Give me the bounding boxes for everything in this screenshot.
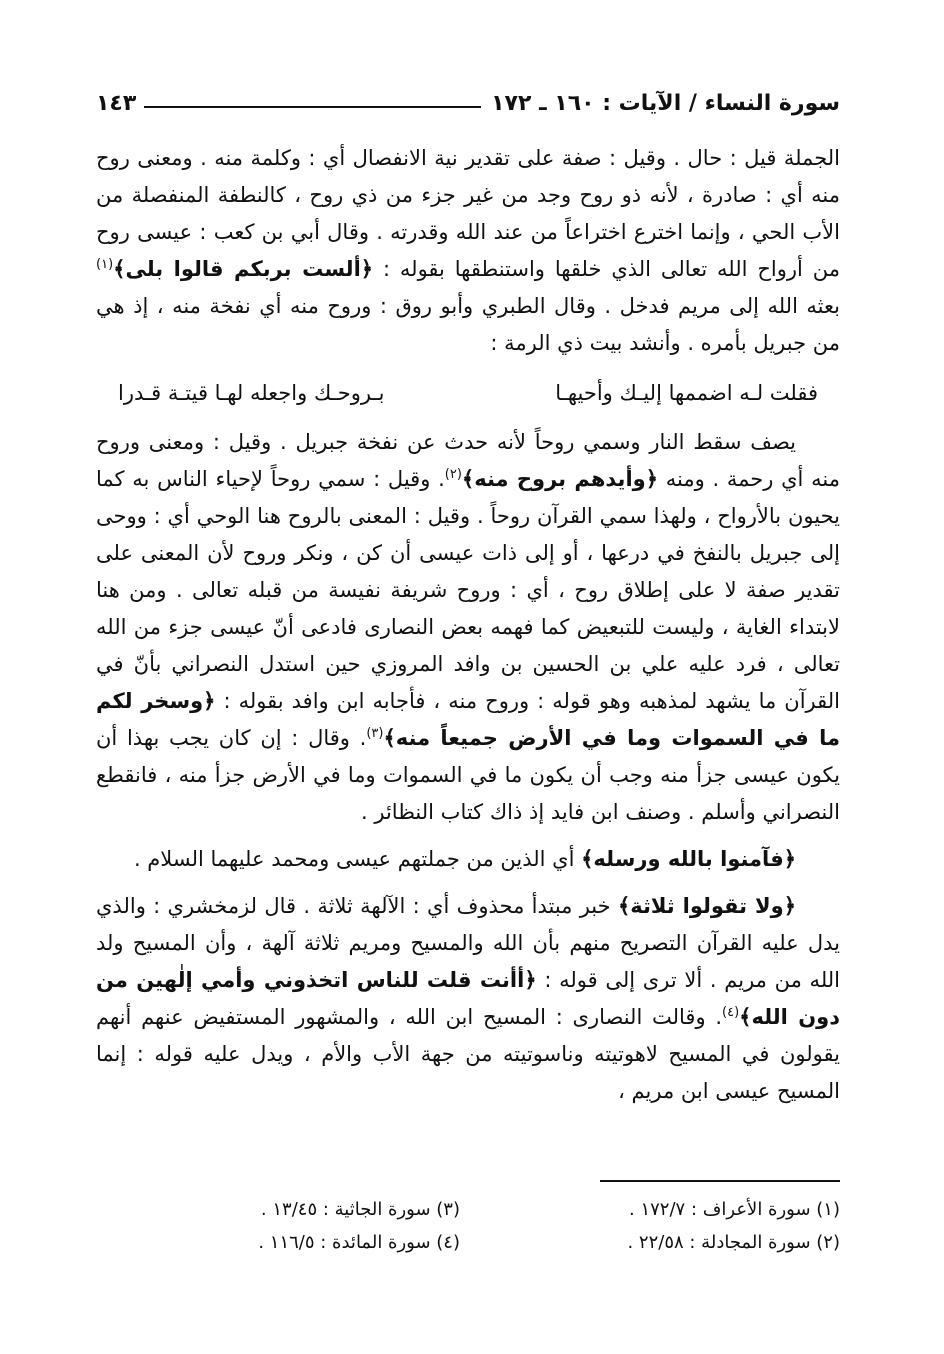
quran-quote: ﴿وأيدهم بروح منه﴾ bbox=[461, 467, 658, 491]
footnote-ref: (٢) bbox=[444, 467, 462, 482]
main-text bbox=[96, 140, 840, 1110]
paragraph-2-text-c: . وقال : إن كان يجب بهذا أن يكون عيسى جزأ منه وجب أن يكون ما في السموات وما في الأرض جزأ منه ، فانقطع النصراني وأسلم . وصنف ابن فايد إذ ذاك كتاب النظائر . bbox=[96, 726, 840, 824]
paragraph-2-text-b: . وقيل : سمي روحاً لإحياء الناس به كما يحيون بالأرواح ، ولهذا سمي القرآن روحاً . وقيل : المعنى بالروح هنا الوحي أي : ووحى إلى جبريل بالنفخ في درعها ، أو إلى ذات عيسى أن كن ، ونكر وروح لأن المعنى على تقدير صفة لا على إطلاق روح ، أي : وروح شريفة نفيسة من قبله تعالى . ومن هنا لابتداء الغاية ، وليست للتبعيض كما فهمه بعض النصارى فادعى أنّ عيسى جزء من الله تعالى ، فرد عليه علي بن الحسين بن وافد المروزي حين استدل النصراني بأنّ في القرآن ما يشهد لمذهبه وهو قوله : وروح منه ، فأجابه ابن وافد بقوله : bbox=[96, 467, 840, 713]
paragraph-1 bbox=[96, 140, 840, 362]
quran-quote: ﴿وسخر لكم ما في السموات وما في الأرض جميعاً منه﴾ bbox=[96, 689, 841, 750]
footnote-4: (٤) سورة المائدة : ١١٦/٥ . bbox=[258, 1232, 460, 1253]
paragraph-2-text-a: يصف سقط النار وسمي روحاً لأنه حدث عن نفخة جبريل . وقيل : ومعنى وروح منه أي رحمة . ومنه bbox=[96, 430, 840, 491]
footnote-ref: (١) bbox=[96, 257, 114, 272]
paragraph-1-text: الجملة قيل : حال . وقيل : صفة على تقدير نية الانفصال أي : وكلمة منه . ومعنى روح منه أي : صادرة ، لأنه ذو روح وجد من غير جزء من ذي روح ، كالنطفة المنفصلة من الأب الحي ، وإنما اخترع اختراعاً من عند الله وقدرته . وقال أبي بن كعب : عيسى روح من أرواح الله تعالى الذي خلقها واستنطقها بقوله : bbox=[96, 146, 840, 281]
footnote-ref: (٣) bbox=[366, 726, 384, 741]
running-header bbox=[96, 76, 840, 116]
footnote-1: (١) سورة الأعراف : ١٧٢/٧ . bbox=[629, 1199, 840, 1220]
surah-title: سورة النساء / الآيات : ١٦٠ ـ ١٧٢ bbox=[491, 91, 840, 116]
header-rule bbox=[144, 106, 481, 108]
paragraph-4-text-b: . وقالت النصارى : المسيح ابن الله ، والمشهور المستفيض عنهم أنهم يقولون في المسيح لاهوتيته وناسوتيته من جهة الأب والأم ، ويدل عليه قوله : إنما المسيح عيسى ابن مريم ، bbox=[96, 1005, 840, 1103]
footnote-2: (٢) سورة المجادلة : ٢٢/٥٨ . bbox=[627, 1232, 840, 1253]
spacer bbox=[96, 831, 840, 841]
paragraph-2 bbox=[96, 424, 840, 831]
paragraph-1-tail: بعثه الله إلى مريم فدخل . وقال الطبري وأبو روق : وروح منه أي نفخة منه ، إذ هي من جبريل بأمره . وأنشد بيت ذي الرمة : bbox=[96, 294, 840, 355]
quran-quote: ﴿ولا تقولوا ثلاثة﴾ bbox=[617, 894, 796, 918]
footnotes bbox=[140, 1193, 840, 1259]
verse-second-hemistich: بـروحـك واجعله لهـا قيتـة قـدرا bbox=[118, 381, 385, 405]
spacer bbox=[96, 878, 840, 888]
poetry-verse bbox=[118, 375, 818, 412]
quran-quote: ﴿ألست بربكم قالوا بلى﴾ bbox=[113, 257, 374, 281]
page-number: ١٤٣ bbox=[96, 91, 137, 116]
quran-quote: ﴿فآمنوا بالله ورسله﴾ bbox=[581, 847, 796, 871]
paragraph-3 bbox=[96, 841, 840, 878]
paragraph-3-text: أي الذين من جملتهم عيسى ومحمد عليهما السلام . bbox=[133, 847, 582, 871]
quran-quote: ﴿أأنت قلت للناس اتخذوني وأمي إلٰهين من دون الله﴾ bbox=[96, 968, 840, 1029]
verse-first-hemistich: فقلت لـه اضممها إليـك وأحيهـا bbox=[555, 381, 818, 405]
footnote-ref: (٤) bbox=[722, 1005, 740, 1020]
paragraph-4-text-a: خبر مبتدأ محذوف أي : الآلهة ثلاثة . قال لزمخشري : والذي يدل عليه القرآن التصريح منهم بأن الله والمسيح ومريم ثلاثة آلهة ، وأن المسيح ولد الله من مريم . ألا ترى إلى قوله : bbox=[96, 894, 840, 992]
footnote-3: (٣) سورة الجاثية : ١٣/٤٥ . bbox=[260, 1199, 460, 1220]
paragraph-4 bbox=[96, 888, 840, 1110]
footnote-separator bbox=[600, 1180, 840, 1182]
